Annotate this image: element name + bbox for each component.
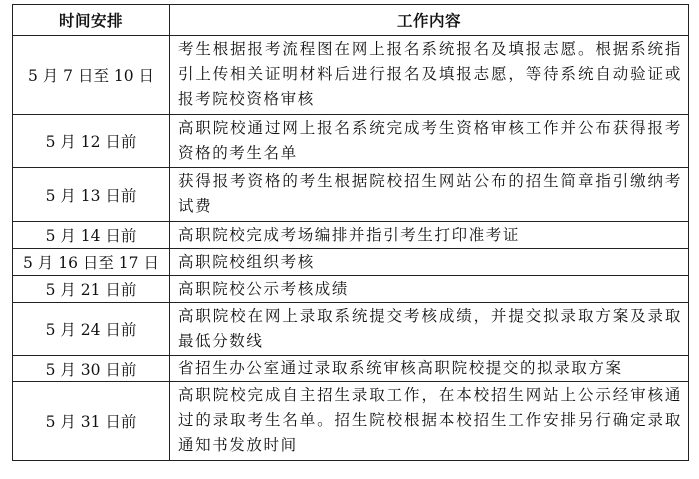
- table-row: [13, 303, 689, 356]
- table-row: [13, 36, 689, 115]
- table-row: [13, 249, 689, 276]
- row-content: 考生根据报考流程图在网上报名系统报名及填报志愿。根据系统指引上传相关证明材料后进行报名及填报志愿，等待系统自动验证或报考院校资格审核: [170, 36, 689, 115]
- table-row: [13, 382, 689, 461]
- row-content: 获得报考资格的考生根据院校招生网站公布的招生简章指引缴纳考试费: [170, 168, 689, 222]
- row-content: 高职院校完成考场编排并指引考生打印准考证: [170, 222, 689, 249]
- table-header-row: [13, 5, 689, 36]
- row-content: 高职院校完成自主招生录取工作，在本校招生网站上公示经审核通过的录取考生名单。招生院校根据本校招生工作安排另行确定录取通知书发放时间: [170, 382, 689, 461]
- table-row: [13, 222, 689, 249]
- row-content: 高职院校通过网上报名系统完成考生资格审核工作并公布获得报考资格的考生名单: [170, 115, 689, 168]
- row-time: 5 月 16 日至 17 日: [13, 249, 170, 276]
- row-content: 高职院校公示考核成绩: [170, 276, 689, 303]
- row-time: 5 月 21 日前: [13, 276, 170, 303]
- row-content: 高职院校在网上录取系统提交考核成绩，并提交拟录取方案及录取最低分数线: [170, 303, 689, 356]
- row-time: 5 月 31 日前: [13, 382, 170, 461]
- row-time: 5 月 13 日前: [13, 168, 170, 222]
- row-time: 5 月 7 日至 10 日: [13, 36, 170, 115]
- table-row: [13, 115, 689, 168]
- table-row: [13, 356, 689, 382]
- row-time: 5 月 30 日前: [13, 356, 170, 382]
- schedule-table: [12, 4, 689, 461]
- table-row: [13, 276, 689, 303]
- row-content: 省招生办公室通过录取系统审核高职院校提交的拟录取方案: [170, 356, 689, 382]
- schedule-table-wrapper: [12, 4, 688, 461]
- table-row: [13, 168, 689, 222]
- header-time: 时间安排: [13, 5, 170, 36]
- row-time: 5 月 12 日前: [13, 115, 170, 168]
- row-time: 5 月 14 日前: [13, 222, 170, 249]
- row-content: 高职院校组织考核: [170, 249, 689, 276]
- row-time: 5 月 24 日前: [13, 303, 170, 356]
- header-content: 工作内容: [170, 5, 689, 36]
